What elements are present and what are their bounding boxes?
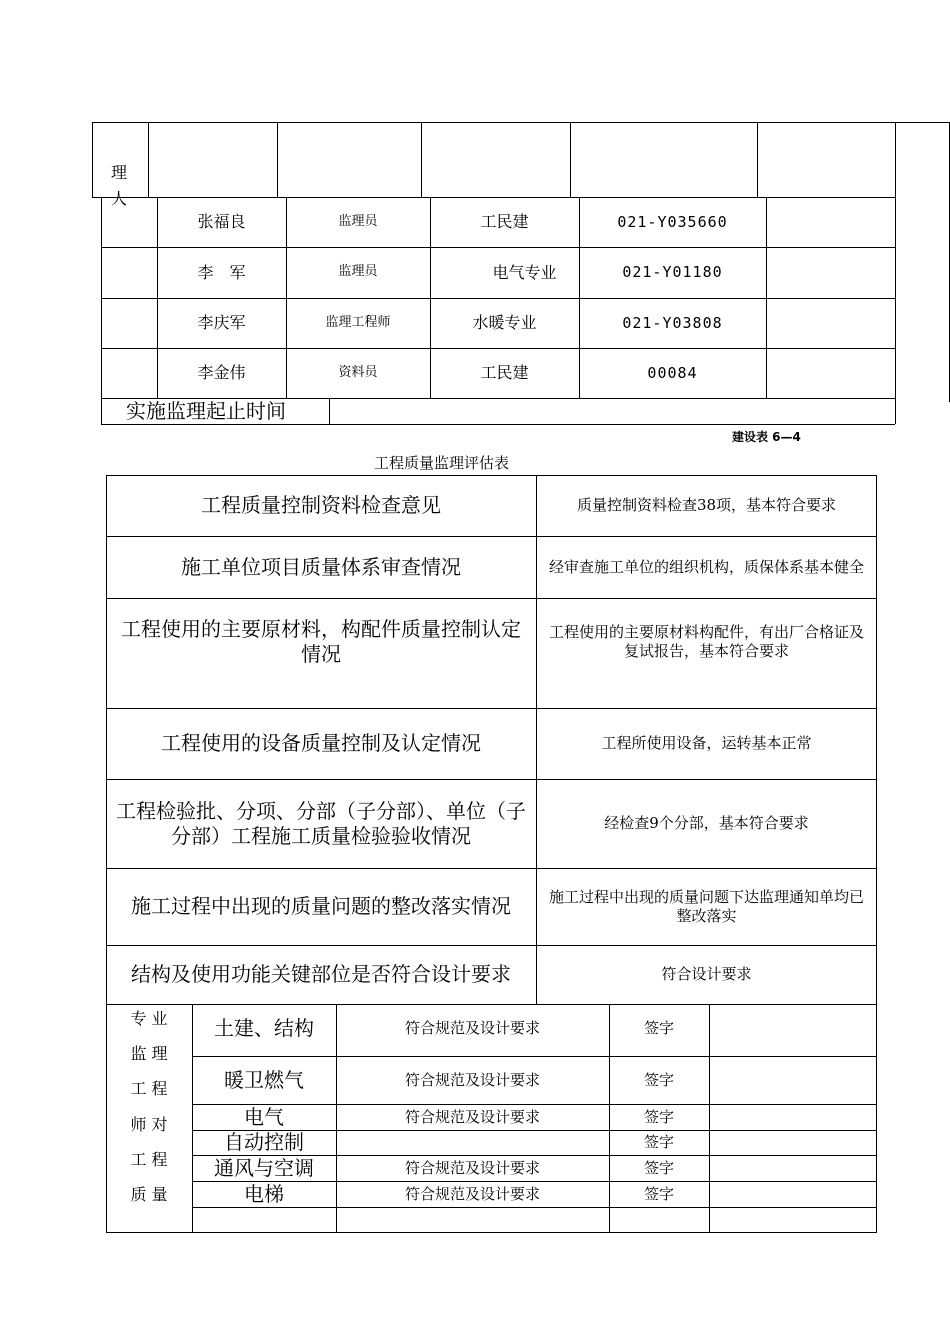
engineer-label-line: 监 理 xyxy=(130,1044,168,1063)
discipline-opinion: 符合规范及设计要求 xyxy=(404,1184,540,1203)
sign-label: 签字 xyxy=(643,1184,674,1203)
person-specialty: 工民建 xyxy=(480,363,529,382)
assessment-result: 工程所使用设备，运转基本正常 xyxy=(601,734,812,753)
assessment-item: 施工单位项目质量体系审查情况 xyxy=(181,554,461,579)
discipline-opinion: 符合规范及设计要求 xyxy=(404,1158,540,1177)
discipline-name: 通风与空调 xyxy=(214,1155,314,1180)
discipline-opinion: 符合规范及设计要求 xyxy=(404,1018,540,1037)
engineer-label-line: 工 程 xyxy=(130,1079,168,1098)
sign-label: 签字 xyxy=(643,1070,674,1089)
assessment-result: 符合设计要求 xyxy=(661,965,752,984)
assessment-item: 结构及使用功能关键部位是否符合设计要求 xyxy=(131,962,511,986)
assessment-result: 工程使用的主要原材料构配件，有出厂合格证及复试报告，基本符合要求 xyxy=(548,623,864,660)
discipline-name: 自动控制 xyxy=(224,1130,304,1154)
person-name: 李庆军 xyxy=(197,313,246,332)
engineer-label-line: 工 程 xyxy=(130,1150,168,1169)
assessment-item: 工程使用的主要原材料，构配件质量控制认定情况 xyxy=(121,617,521,666)
sign-label: 签字 xyxy=(643,1133,674,1152)
person-position: 监理工程师 xyxy=(325,314,391,330)
role-label: 理人 xyxy=(111,163,128,208)
discipline-opinion xyxy=(336,1130,609,1155)
person-cert: 021-Y03808 xyxy=(622,313,723,332)
person-name: 张福良 xyxy=(197,212,246,231)
discipline-name: 电梯 xyxy=(244,1181,284,1206)
sign-label: 签字 xyxy=(643,1158,674,1177)
person-specialty: 电气专业 xyxy=(492,262,557,282)
assessment-item: 工程质量控制资料检查意见 xyxy=(201,493,441,517)
assessment-item: 工程检验批、分项、分部（子分部）、单位（子分部）工程施工质量检验验收情况 xyxy=(116,798,526,848)
assessment-item: 施工过程中出现的质量问题的整改落实情况 xyxy=(131,894,511,918)
assessment-result: 质量控制资料检查38项，基本符合要求 xyxy=(576,496,837,515)
person-cert: 00084 xyxy=(647,363,698,382)
assessment-result: 经审查施工单位的组织机构，质保体系基本健全 xyxy=(548,557,864,576)
person-specialty: 水暖专业 xyxy=(472,313,537,332)
period-label: 实施监理起止时间 xyxy=(126,399,286,423)
person-position: 监理员 xyxy=(338,264,378,280)
sign-label: 签字 xyxy=(643,1018,674,1037)
person-name: 李 军 xyxy=(197,262,246,282)
person-cert: 021-Y035660 xyxy=(617,212,728,231)
person-position: 监理员 xyxy=(338,213,378,229)
person-position: 资料员 xyxy=(338,364,378,380)
discipline-opinion: 符合规范及设计要求 xyxy=(404,1107,540,1126)
sign-label: 签字 xyxy=(643,1107,674,1126)
engineer-label-line: 质 量 xyxy=(130,1185,168,1204)
discipline-name: 暖卫燃气 xyxy=(224,1067,304,1092)
assessment-title: 工程质量监理评估表 xyxy=(374,454,510,472)
engineer-label-line: 专 业 xyxy=(130,1009,168,1028)
assessment-item: 工程使用的设备质量控制及认定情况 xyxy=(161,731,481,755)
person-specialty: 工民建 xyxy=(480,212,529,231)
form-code: 建设表 6—4 xyxy=(732,430,801,444)
person-cert: 021-Y01180 xyxy=(622,263,723,282)
discipline-name: 土建、结构 xyxy=(214,1015,314,1040)
discipline-opinion: 符合规范及设计要求 xyxy=(404,1070,540,1089)
engineer-label-line: 师 对 xyxy=(130,1115,168,1134)
assessment-result: 施工过程中出现的质量问题下达监理通知单均已整改落实 xyxy=(548,887,864,925)
person-name: 李金伟 xyxy=(197,363,246,382)
assessment-result: 经检查9个分部，基本符合要求 xyxy=(604,814,809,833)
discipline-name: 电气 xyxy=(244,1104,284,1129)
